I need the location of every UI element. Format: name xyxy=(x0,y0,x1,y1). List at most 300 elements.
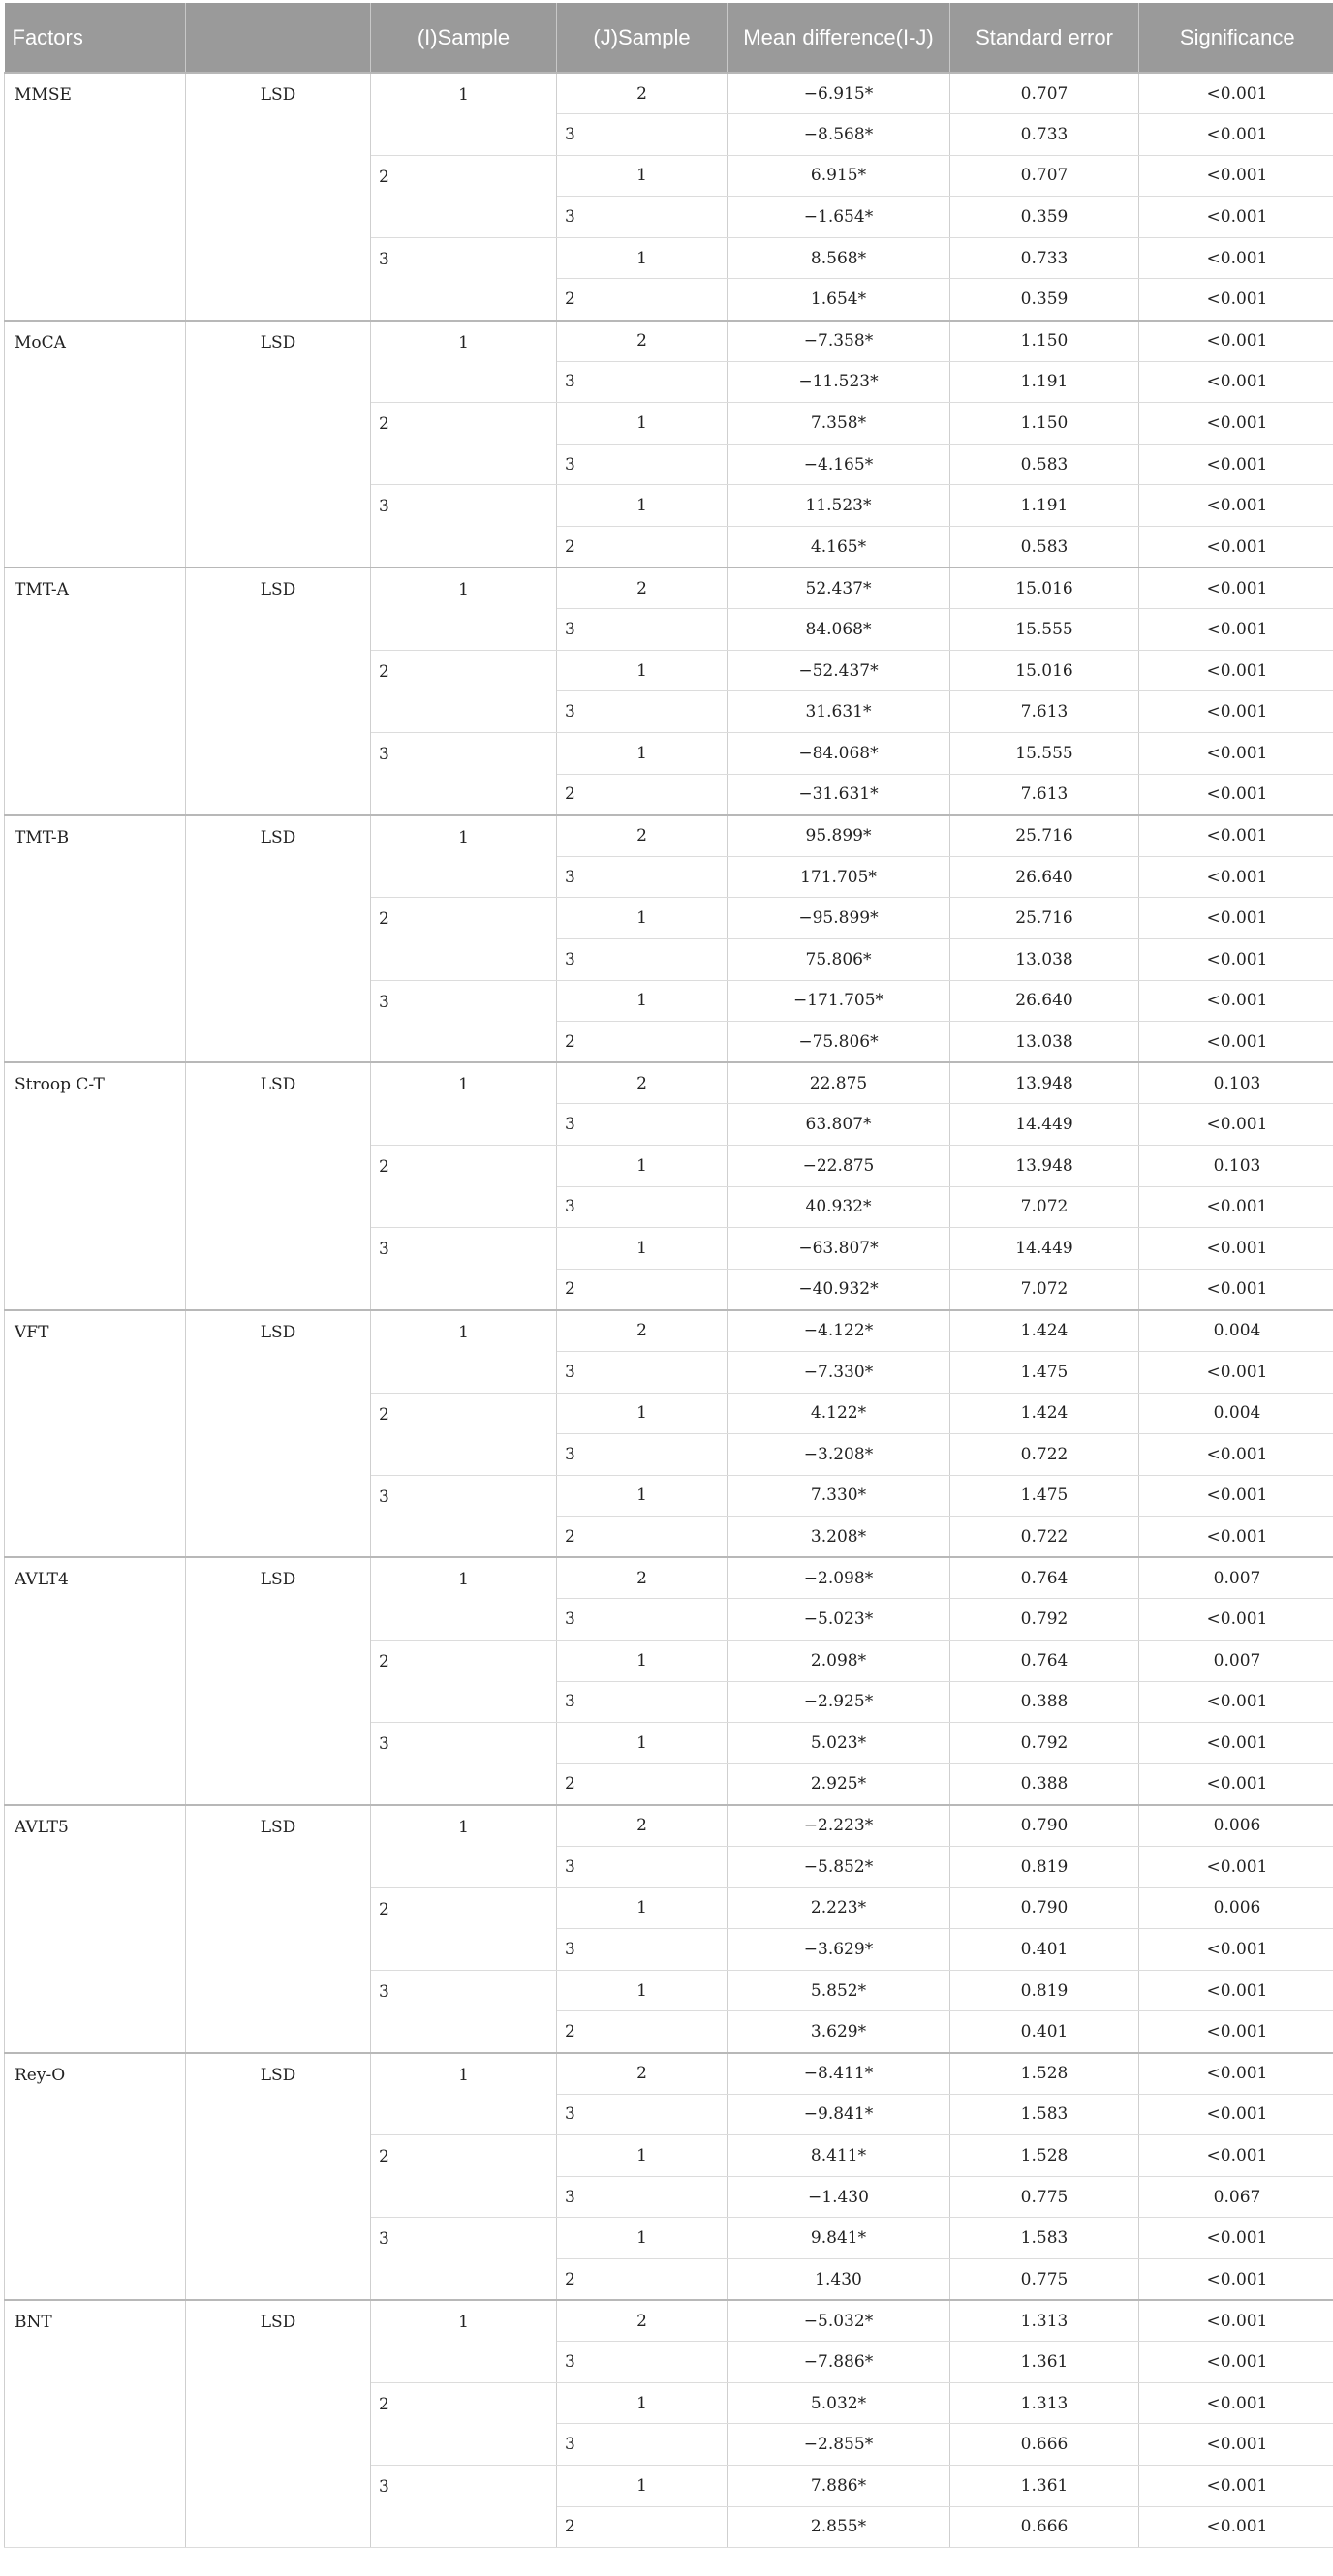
significance-cell: <0.001 xyxy=(1139,1970,1333,2011)
i-sample-cell: 3 xyxy=(371,1723,557,1805)
significance-cell: <0.001 xyxy=(1139,444,1333,485)
i-sample-cell: 3 xyxy=(371,1970,557,2052)
table-row xyxy=(5,1310,1333,1352)
significance-cell: 0.007 xyxy=(1139,1557,1333,1599)
j-sample-cell: 2 xyxy=(557,2300,728,2342)
mean-difference-cell: 75.806* xyxy=(728,938,950,980)
significance-cell: <0.001 xyxy=(1139,1517,1333,1558)
j-sample-cell: 2 xyxy=(557,774,728,815)
standard-error-cell: 0.666 xyxy=(950,2506,1139,2548)
factor-cell: TMT-B xyxy=(5,815,186,1063)
posthoc-comparison-table xyxy=(4,3,1333,2548)
mean-difference-cell: 3.629* xyxy=(728,2011,950,2053)
significance-cell: <0.001 xyxy=(1139,609,1333,651)
mean-difference-cell: 84.068* xyxy=(728,609,950,651)
standard-error-cell: 15.555 xyxy=(950,733,1139,775)
mean-difference-cell: 2.223* xyxy=(728,1887,950,1929)
i-sample-cell: 1 xyxy=(371,1557,557,1640)
standard-error-cell: 0.733 xyxy=(950,114,1139,156)
j-sample-cell: 3 xyxy=(557,444,728,485)
mean-difference-cell: −52.437* xyxy=(728,650,950,691)
mean-difference-cell: 52.437* xyxy=(728,567,950,609)
j-sample-cell: 3 xyxy=(557,1929,728,1971)
method-cell: LSD xyxy=(186,1062,371,1310)
standard-error-cell: 0.707 xyxy=(950,73,1139,114)
table-row xyxy=(5,567,1333,609)
i-sample-cell: 1 xyxy=(371,1062,557,1145)
i-sample-cell: 2 xyxy=(371,155,557,237)
j-sample-cell: 3 xyxy=(557,1681,728,1723)
table-row xyxy=(5,1557,1333,1599)
j-sample-cell: 1 xyxy=(557,403,728,445)
standard-error-cell: 1.583 xyxy=(950,2218,1139,2259)
mean-difference-cell: 5.852* xyxy=(728,1970,950,2011)
standard-error-cell: 0.666 xyxy=(950,2424,1139,2466)
standard-error-cell: 1.191 xyxy=(950,485,1139,527)
significance-cell: <0.001 xyxy=(1139,1847,1333,1888)
mean-difference-cell: −7.330* xyxy=(728,1351,950,1393)
significance-cell: <0.001 xyxy=(1139,938,1333,980)
j-sample-cell: 1 xyxy=(557,1887,728,1929)
mean-difference-cell: −4.122* xyxy=(728,1310,950,1352)
standard-error-cell: 13.948 xyxy=(950,1062,1139,1104)
significance-cell: <0.001 xyxy=(1139,980,1333,1022)
i-sample-cell: 3 xyxy=(371,485,557,567)
mean-difference-cell: −3.208* xyxy=(728,1434,950,1476)
factor-cell: Stroop C-T xyxy=(5,1062,186,1310)
significance-cell: 0.006 xyxy=(1139,1805,1333,1847)
mean-difference-cell: −11.523* xyxy=(728,361,950,403)
factor-cell: BNT xyxy=(5,2300,186,2548)
j-sample-cell: 3 xyxy=(557,1104,728,1146)
factor-cell: AVLT5 xyxy=(5,1805,186,2053)
significance-cell: <0.001 xyxy=(1139,691,1333,733)
header-standard-error: Standard error xyxy=(950,3,1139,73)
standard-error-cell: 26.640 xyxy=(950,856,1139,898)
i-sample-cell: 1 xyxy=(371,815,557,898)
standard-error-cell: 7.072 xyxy=(950,1186,1139,1228)
significance-cell: <0.001 xyxy=(1139,2424,1333,2466)
i-sample-cell: 3 xyxy=(371,2218,557,2300)
method-cell: LSD xyxy=(186,1310,371,1558)
standard-error-cell: 0.359 xyxy=(950,279,1139,321)
i-sample-cell: 2 xyxy=(371,1145,557,1227)
mean-difference-cell: 4.122* xyxy=(728,1393,950,1434)
i-sample-cell: 2 xyxy=(371,1641,557,1723)
standard-error-cell: 13.038 xyxy=(950,938,1139,980)
standard-error-cell: 1.150 xyxy=(950,403,1139,445)
j-sample-cell: 3 xyxy=(557,1599,728,1641)
mean-difference-cell: 2.098* xyxy=(728,1641,950,1682)
table-row xyxy=(5,2053,1333,2095)
table-row xyxy=(5,2300,1333,2342)
significance-cell: <0.001 xyxy=(1139,856,1333,898)
significance-cell: <0.001 xyxy=(1139,1475,1333,1517)
significance-cell: <0.001 xyxy=(1139,1269,1333,1310)
mean-difference-cell: −9.841* xyxy=(728,2094,950,2135)
mean-difference-cell: −1.430 xyxy=(728,2176,950,2218)
significance-cell: <0.001 xyxy=(1139,73,1333,114)
standard-error-cell: 0.819 xyxy=(950,1970,1139,2011)
factor-cell: MoCA xyxy=(5,321,186,568)
factor-cell: MMSE xyxy=(5,73,186,321)
mean-difference-cell: 7.886* xyxy=(728,2465,950,2506)
standard-error-cell: 1.313 xyxy=(950,2300,1139,2342)
significance-cell: 0.103 xyxy=(1139,1145,1333,1186)
mean-difference-cell: −2.098* xyxy=(728,1557,950,1599)
mean-difference-cell: −8.411* xyxy=(728,2053,950,2095)
significance-cell: <0.001 xyxy=(1139,2342,1333,2383)
mean-difference-cell: 5.023* xyxy=(728,1723,950,1764)
j-sample-cell: 1 xyxy=(557,485,728,527)
j-sample-cell: 3 xyxy=(557,2424,728,2466)
header-method xyxy=(186,3,371,73)
significance-cell: <0.001 xyxy=(1139,1723,1333,1764)
table-body xyxy=(5,73,1333,2548)
mean-difference-cell: −7.358* xyxy=(728,321,950,362)
mean-difference-cell: 31.631* xyxy=(728,691,950,733)
significance-cell: <0.001 xyxy=(1139,527,1333,568)
j-sample-cell: 3 xyxy=(557,856,728,898)
header-row xyxy=(5,3,1333,73)
i-sample-cell: 3 xyxy=(371,237,557,320)
j-sample-cell: 1 xyxy=(557,1475,728,1517)
standard-error-cell: 0.388 xyxy=(950,1681,1139,1723)
j-sample-cell: 2 xyxy=(557,73,728,114)
significance-cell: <0.001 xyxy=(1139,403,1333,445)
significance-cell: <0.001 xyxy=(1139,2506,1333,2548)
significance-cell: <0.001 xyxy=(1139,1763,1333,1805)
mean-difference-cell: −63.807* xyxy=(728,1228,950,1270)
standard-error-cell: 0.764 xyxy=(950,1641,1139,1682)
header-j-sample: (J)Sample xyxy=(557,3,728,73)
j-sample-cell: 3 xyxy=(557,114,728,156)
i-sample-cell: 2 xyxy=(371,650,557,732)
mean-difference-cell: −31.631* xyxy=(728,774,950,815)
significance-cell: <0.001 xyxy=(1139,567,1333,609)
mean-difference-cell: −7.886* xyxy=(728,2342,950,2383)
standard-error-cell: 15.016 xyxy=(950,567,1139,609)
method-cell: LSD xyxy=(186,321,371,568)
i-sample-cell: 1 xyxy=(371,2053,557,2135)
mean-difference-cell: −1.654* xyxy=(728,197,950,238)
mean-difference-cell: −2.855* xyxy=(728,2424,950,2466)
i-sample-cell: 1 xyxy=(371,1310,557,1393)
standard-error-cell: 0.792 xyxy=(950,1723,1139,1764)
mean-difference-cell: 4.165* xyxy=(728,527,950,568)
standard-error-cell: 1.191 xyxy=(950,361,1139,403)
j-sample-cell: 1 xyxy=(557,1145,728,1186)
mean-difference-cell: 171.705* xyxy=(728,856,950,898)
significance-cell: 0.006 xyxy=(1139,1887,1333,1929)
significance-cell: <0.001 xyxy=(1139,237,1333,279)
standard-error-cell: 0.388 xyxy=(950,1763,1139,1805)
standard-error-cell: 0.583 xyxy=(950,527,1139,568)
mean-difference-cell: −40.932* xyxy=(728,1269,950,1310)
j-sample-cell: 3 xyxy=(557,197,728,238)
j-sample-cell: 1 xyxy=(557,155,728,197)
i-sample-cell: 2 xyxy=(371,1887,557,1970)
j-sample-cell: 2 xyxy=(557,1763,728,1805)
mean-difference-cell: −2.223* xyxy=(728,1805,950,1847)
standard-error-cell: 1.475 xyxy=(950,1351,1139,1393)
standard-error-cell: 0.359 xyxy=(950,197,1139,238)
j-sample-cell: 2 xyxy=(557,279,728,321)
standard-error-cell: 13.038 xyxy=(950,1022,1139,1063)
j-sample-cell: 3 xyxy=(557,1434,728,1476)
i-sample-cell: 2 xyxy=(371,2135,557,2218)
header-mean-difference: Mean difference(I-J) xyxy=(728,3,950,73)
significance-cell: <0.001 xyxy=(1139,1228,1333,1270)
mean-difference-cell: −5.032* xyxy=(728,2300,950,2342)
mean-difference-cell: 1.654* xyxy=(728,279,950,321)
i-sample-cell: 3 xyxy=(371,1475,557,1557)
j-sample-cell: 2 xyxy=(557,1062,728,1104)
significance-cell: <0.001 xyxy=(1139,1929,1333,1971)
j-sample-cell: 2 xyxy=(557,2053,728,2095)
standard-error-cell: 14.449 xyxy=(950,1104,1139,1146)
standard-error-cell: 0.764 xyxy=(950,1557,1139,1599)
j-sample-cell: 3 xyxy=(557,1351,728,1393)
header-i-sample: (I)Sample xyxy=(371,3,557,73)
mean-difference-cell: −171.705* xyxy=(728,980,950,1022)
j-sample-cell: 1 xyxy=(557,237,728,279)
j-sample-cell: 2 xyxy=(557,1805,728,1847)
standard-error-cell: 0.790 xyxy=(950,1887,1139,1929)
j-sample-cell: 2 xyxy=(557,2258,728,2300)
mean-difference-cell: 5.032* xyxy=(728,2382,950,2424)
j-sample-cell: 1 xyxy=(557,2465,728,2506)
j-sample-cell: 2 xyxy=(557,567,728,609)
factor-cell: TMT-A xyxy=(5,567,186,815)
standard-error-cell: 15.555 xyxy=(950,609,1139,651)
i-sample-cell: 3 xyxy=(371,980,557,1062)
mean-difference-cell: 2.925* xyxy=(728,1763,950,1805)
significance-cell: <0.001 xyxy=(1139,2094,1333,2135)
standard-error-cell: 0.722 xyxy=(950,1434,1139,1476)
header-factors: Factors xyxy=(5,3,186,73)
mean-difference-cell: −5.852* xyxy=(728,1847,950,1888)
standard-error-cell: 25.716 xyxy=(950,815,1139,857)
j-sample-cell: 3 xyxy=(557,2176,728,2218)
standard-error-cell: 0.707 xyxy=(950,155,1139,197)
significance-cell: <0.001 xyxy=(1139,1186,1333,1228)
factor-cell: VFT xyxy=(5,1310,186,1558)
mean-difference-cell: −4.165* xyxy=(728,444,950,485)
method-cell: LSD xyxy=(186,1805,371,2053)
i-sample-cell: 2 xyxy=(371,403,557,485)
standard-error-cell: 0.401 xyxy=(950,2011,1139,2053)
j-sample-cell: 3 xyxy=(557,609,728,651)
i-sample-cell: 3 xyxy=(371,1228,557,1310)
significance-cell: <0.001 xyxy=(1139,2011,1333,2053)
i-sample-cell: 1 xyxy=(371,73,557,155)
j-sample-cell: 1 xyxy=(557,1641,728,1682)
significance-cell: <0.001 xyxy=(1139,361,1333,403)
standard-error-cell: 0.733 xyxy=(950,237,1139,279)
method-cell: LSD xyxy=(186,815,371,1063)
standard-error-cell: 7.072 xyxy=(950,1269,1139,1310)
significance-cell: 0.007 xyxy=(1139,1641,1333,1682)
significance-cell: 0.103 xyxy=(1139,1062,1333,1104)
standard-error-cell: 0.722 xyxy=(950,1517,1139,1558)
mean-difference-cell: 3.208* xyxy=(728,1517,950,1558)
j-sample-cell: 2 xyxy=(557,1269,728,1310)
j-sample-cell: 3 xyxy=(557,361,728,403)
j-sample-cell: 2 xyxy=(557,1022,728,1063)
j-sample-cell: 1 xyxy=(557,1723,728,1764)
j-sample-cell: 1 xyxy=(557,2135,728,2177)
standard-error-cell: 1.150 xyxy=(950,321,1139,362)
significance-cell: <0.001 xyxy=(1139,1351,1333,1393)
i-sample-cell: 1 xyxy=(371,1805,557,1887)
standard-error-cell: 15.016 xyxy=(950,650,1139,691)
significance-cell: <0.001 xyxy=(1139,1681,1333,1723)
mean-difference-cell: 7.330* xyxy=(728,1475,950,1517)
mean-difference-cell: −95.899* xyxy=(728,898,950,939)
standard-error-cell: 0.401 xyxy=(950,1929,1139,1971)
significance-cell: 0.004 xyxy=(1139,1310,1333,1352)
significance-cell: <0.001 xyxy=(1139,898,1333,939)
significance-cell: <0.001 xyxy=(1139,1022,1333,1063)
significance-cell: <0.001 xyxy=(1139,2135,1333,2177)
table-row xyxy=(5,321,1333,362)
significance-cell: <0.001 xyxy=(1139,1434,1333,1476)
standard-error-cell: 0.775 xyxy=(950,2176,1139,2218)
standard-error-cell: 14.449 xyxy=(950,1228,1139,1270)
i-sample-cell: 2 xyxy=(371,1393,557,1475)
standard-error-cell: 13.948 xyxy=(950,1145,1139,1186)
standard-error-cell: 0.775 xyxy=(950,2258,1139,2300)
j-sample-cell: 1 xyxy=(557,2218,728,2259)
table-row xyxy=(5,1062,1333,1104)
standard-error-cell: 0.792 xyxy=(950,1599,1139,1641)
mean-difference-cell: −2.925* xyxy=(728,1681,950,1723)
significance-cell: 0.004 xyxy=(1139,1393,1333,1434)
significance-cell: <0.001 xyxy=(1139,2300,1333,2342)
j-sample-cell: 2 xyxy=(557,1557,728,1599)
j-sample-cell: 3 xyxy=(557,1847,728,1888)
standard-error-cell: 1.424 xyxy=(950,1310,1139,1352)
significance-cell: <0.001 xyxy=(1139,2218,1333,2259)
j-sample-cell: 1 xyxy=(557,1228,728,1270)
method-cell: LSD xyxy=(186,73,371,321)
standard-error-cell: 1.313 xyxy=(950,2382,1139,2424)
standard-error-cell: 1.583 xyxy=(950,2094,1139,2135)
mean-difference-cell: 9.841* xyxy=(728,2218,950,2259)
j-sample-cell: 1 xyxy=(557,1970,728,2011)
i-sample-cell: 1 xyxy=(371,2300,557,2382)
table-row xyxy=(5,1805,1333,1847)
standard-error-cell: 1.361 xyxy=(950,2465,1139,2506)
significance-cell: <0.001 xyxy=(1139,197,1333,238)
table-row xyxy=(5,815,1333,857)
standard-error-cell: 25.716 xyxy=(950,898,1139,939)
mean-difference-cell: 2.855* xyxy=(728,2506,950,2548)
significance-cell: <0.001 xyxy=(1139,2465,1333,2506)
j-sample-cell: 1 xyxy=(557,733,728,775)
significance-cell: <0.001 xyxy=(1139,2258,1333,2300)
mean-difference-cell: 95.899* xyxy=(728,815,950,857)
standard-error-cell: 1.361 xyxy=(950,2342,1139,2383)
i-sample-cell: 1 xyxy=(371,321,557,403)
mean-difference-cell: 8.568* xyxy=(728,237,950,279)
mean-difference-cell: 22.875 xyxy=(728,1062,950,1104)
standard-error-cell: 26.640 xyxy=(950,980,1139,1022)
mean-difference-cell: 40.932* xyxy=(728,1186,950,1228)
j-sample-cell: 3 xyxy=(557,2094,728,2135)
j-sample-cell: 2 xyxy=(557,2011,728,2053)
significance-cell: <0.001 xyxy=(1139,650,1333,691)
j-sample-cell: 1 xyxy=(557,980,728,1022)
significance-cell: <0.001 xyxy=(1139,2382,1333,2424)
i-sample-cell: 2 xyxy=(371,898,557,980)
mean-difference-cell: −8.568* xyxy=(728,114,950,156)
j-sample-cell: 2 xyxy=(557,527,728,568)
mean-difference-cell: 63.807* xyxy=(728,1104,950,1146)
standard-error-cell: 1.475 xyxy=(950,1475,1139,1517)
j-sample-cell: 2 xyxy=(557,2506,728,2548)
significance-cell: <0.001 xyxy=(1139,774,1333,815)
standard-error-cell: 7.613 xyxy=(950,774,1139,815)
mean-difference-cell: 7.358* xyxy=(728,403,950,445)
standard-error-cell: 0.819 xyxy=(950,1847,1139,1888)
j-sample-cell: 2 xyxy=(557,1310,728,1352)
method-cell: LSD xyxy=(186,567,371,815)
mean-difference-cell: −6.915* xyxy=(728,73,950,114)
method-cell: LSD xyxy=(186,2053,371,2301)
standard-error-cell: 0.583 xyxy=(950,444,1139,485)
factor-cell: AVLT4 xyxy=(5,1557,186,1805)
mean-difference-cell: −84.068* xyxy=(728,733,950,775)
significance-cell: <0.001 xyxy=(1139,1104,1333,1146)
mean-difference-cell: −22.875 xyxy=(728,1145,950,1186)
mean-difference-cell: 8.411* xyxy=(728,2135,950,2177)
j-sample-cell: 3 xyxy=(557,1186,728,1228)
j-sample-cell: 2 xyxy=(557,321,728,362)
j-sample-cell: 1 xyxy=(557,1393,728,1434)
standard-error-cell: 1.424 xyxy=(950,1393,1139,1434)
j-sample-cell: 2 xyxy=(557,1517,728,1558)
i-sample-cell: 2 xyxy=(371,2382,557,2465)
significance-cell: <0.001 xyxy=(1139,114,1333,156)
significance-cell: <0.001 xyxy=(1139,485,1333,527)
significance-cell: <0.001 xyxy=(1139,733,1333,775)
mean-difference-cell: −75.806* xyxy=(728,1022,950,1063)
significance-cell: <0.001 xyxy=(1139,155,1333,197)
table-header xyxy=(5,3,1333,73)
significance-cell: <0.001 xyxy=(1139,321,1333,362)
table-row xyxy=(5,73,1333,114)
mean-difference-cell: −3.629* xyxy=(728,1929,950,1971)
j-sample-cell: 3 xyxy=(557,2342,728,2383)
i-sample-cell: 3 xyxy=(371,733,557,815)
mean-difference-cell: 11.523* xyxy=(728,485,950,527)
j-sample-cell: 1 xyxy=(557,2382,728,2424)
j-sample-cell: 3 xyxy=(557,938,728,980)
mean-difference-cell: 6.915* xyxy=(728,155,950,197)
i-sample-cell: 3 xyxy=(371,2465,557,2547)
standard-error-cell: 1.528 xyxy=(950,2053,1139,2095)
header-significance: Significance xyxy=(1139,3,1333,73)
method-cell: LSD xyxy=(186,2300,371,2548)
significance-cell: <0.001 xyxy=(1139,1599,1333,1641)
standard-error-cell: 1.528 xyxy=(950,2135,1139,2177)
significance-cell: 0.067 xyxy=(1139,2176,1333,2218)
j-sample-cell: 1 xyxy=(557,898,728,939)
standard-error-cell: 0.790 xyxy=(950,1805,1139,1847)
j-sample-cell: 3 xyxy=(557,691,728,733)
